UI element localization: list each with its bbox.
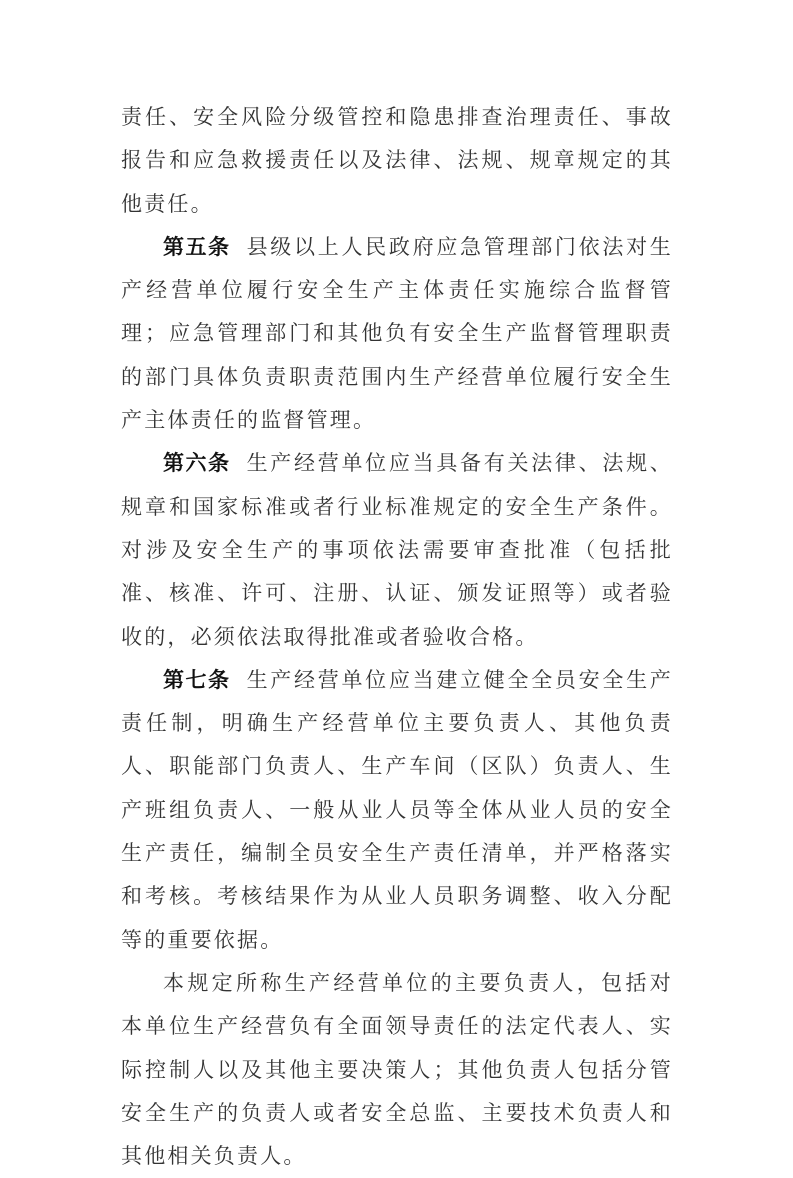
article-number: 第六条: [163, 451, 231, 476]
article-number: 第五条: [163, 234, 231, 259]
paragraph-continuation: [121, 96, 673, 226]
paragraph-text: 县级以上人民政府应急管理部门依法对生产经营单位履行安全生产主体责任实施综合监督管理；应急管理部门和其他负有安全生产监督管理职责的部门具体负责职责范围内生产经营单位履行安全生产主体责任的监督管理。: [121, 234, 673, 433]
paragraph-text: 生产经营单位应当建立健全全员安全生产责任制，明确生产经营单位主要负责人、其他负责人、职能部门负责人、生产车间（区队）负责人、生产班组负责人、一般从业人员等全体从业人员的安全生产责任，编制全员安全生产责任清单，并严格落实和考核。考核结果作为从业人员职务调整、收入分配等的重要依据。: [121, 667, 673, 952]
article-number: 第七条: [163, 667, 231, 692]
article-5: [121, 226, 673, 442]
paragraph-text: 本规定所称生产经营单位的主要负责人，包括对本单位生产经营负有全面领导责任的法定代表人、实际控制人以及其他主要决策人；其他负责人包括分管安全生产的负责人或者安全总监、主要技术负责人和其他相关负责人。: [121, 970, 673, 1169]
paragraph-text: 生产经营单位应当具备有关法律、法规、规章和国家标准或者行业标准规定的安全生产条件。对涉及安全生产的事项依法需要审查批准（包括批准、核准、许可、注册、认证、颁发证照等）或者验收的，必须依法取得批准或者验收合格。: [121, 451, 673, 649]
document-page: [121, 96, 673, 1178]
article-6: [121, 442, 673, 658]
paragraph-text: 责任、安全风险分级管控和隐患排查治理责任、事故报告和应急救援责任以及法律、法规、规章规定的其他责任。: [121, 105, 673, 216]
article-7-definition: [121, 962, 673, 1178]
article-7: [121, 659, 673, 962]
